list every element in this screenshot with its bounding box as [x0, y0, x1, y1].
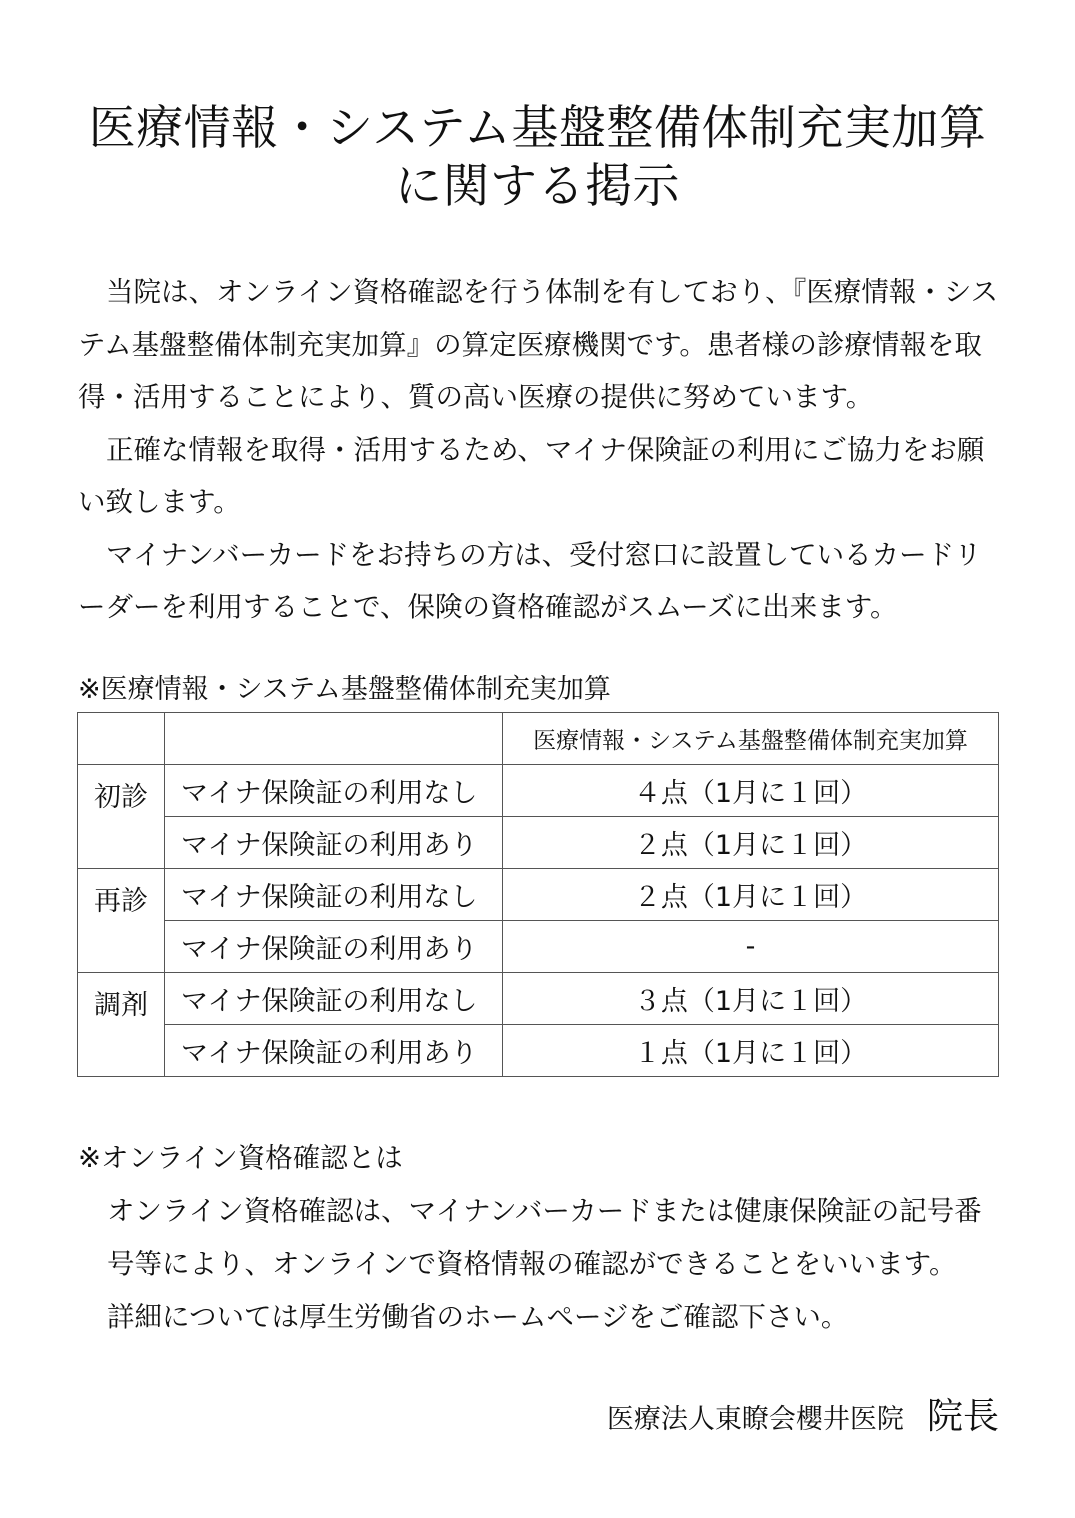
- fee-cell: １点（1月に１回）: [503, 1025, 999, 1077]
- table-header-row: [78, 713, 999, 765]
- fee-cell: ２点（1月に１回）: [503, 869, 999, 921]
- usage-cell: マイナ保険証の利用なし: [165, 869, 503, 921]
- category-cell-dispensing: 調剤: [78, 973, 165, 1077]
- online-verification-heading: ※オンライン資格確認とは: [78, 1142, 403, 1174]
- category-cell-first-visit: 初診: [78, 765, 165, 869]
- table-row: [78, 869, 999, 921]
- fee-cell: ２点（1月に１回）: [503, 817, 999, 869]
- header-cell-category: [78, 713, 165, 765]
- table-row: [78, 973, 999, 1025]
- usage-cell: マイナ保険証の利用あり: [165, 817, 503, 869]
- table-row: [78, 817, 999, 869]
- usage-cell: マイナ保険証の利用なし: [165, 765, 503, 817]
- signature-role: 院長: [926, 1396, 999, 1437]
- table-row: [78, 921, 999, 973]
- fee-table: [77, 712, 999, 1077]
- intro-section: [78, 266, 1002, 634]
- online-verification-body-1: オンライン資格確認は、マイナンバーカードまたは健康保険証の記号番号等により、オンラインで資格情報の確認ができることをいいます。: [107, 1195, 982, 1280]
- usage-cell: マイナ保険証の利用なし: [165, 973, 503, 1025]
- category-cell-revisit: 再診: [78, 869, 165, 973]
- intro-paragraph-2: 正確な情報を取得・活用するため、マイナ保険証の利用にご協力をお願い致します。: [78, 433, 985, 518]
- intro-paragraph-1: 当院は、オンライン資格確認を行う体制を有しており、『医療情報・システム基盤整備体制充実加算』の算定医療機関です。患者様の診療情報を取得・活用することにより、質の高い医療の提供に努めています。: [78, 276, 999, 413]
- usage-cell: マイナ保険証の利用あり: [165, 921, 503, 973]
- table-caption: ※医療情報・システム基盤整備体制充実加算: [78, 674, 611, 705]
- page-title-line1: 医療情報・システム基盤整備体制充実加算: [88, 101, 987, 156]
- intro-paragraph-3: マイナンバーカードをお持ちの方は、受付窓口に設置しているカードリーダーを利用することで、保険の資格確認がスムーズに出来ます。: [78, 538, 982, 623]
- fee-cell: ４点（1月に１回）: [503, 765, 999, 817]
- table-row: [78, 765, 999, 817]
- fee-cell: ３点（1月に１回）: [503, 973, 999, 1025]
- fee-cell: -: [503, 921, 999, 973]
- page-title-line2: に関する掲示: [395, 159, 680, 214]
- page-title: [0, 100, 1075, 216]
- online-verification-body-2: 詳細については厚生労働省のホームページをご確認下さい。: [107, 1301, 849, 1333]
- online-verification-section: [78, 1132, 1002, 1344]
- signature-organization: 医療法人東瞭会櫻井医院: [606, 1404, 904, 1435]
- header-cell-usage: [165, 713, 503, 765]
- header-cell-fee: 医療情報・システム基盤整備体制充実加算: [503, 713, 999, 765]
- table-row: [78, 1025, 999, 1077]
- usage-cell: マイナ保険証の利用あり: [165, 1025, 503, 1077]
- signature: [607, 1388, 999, 1439]
